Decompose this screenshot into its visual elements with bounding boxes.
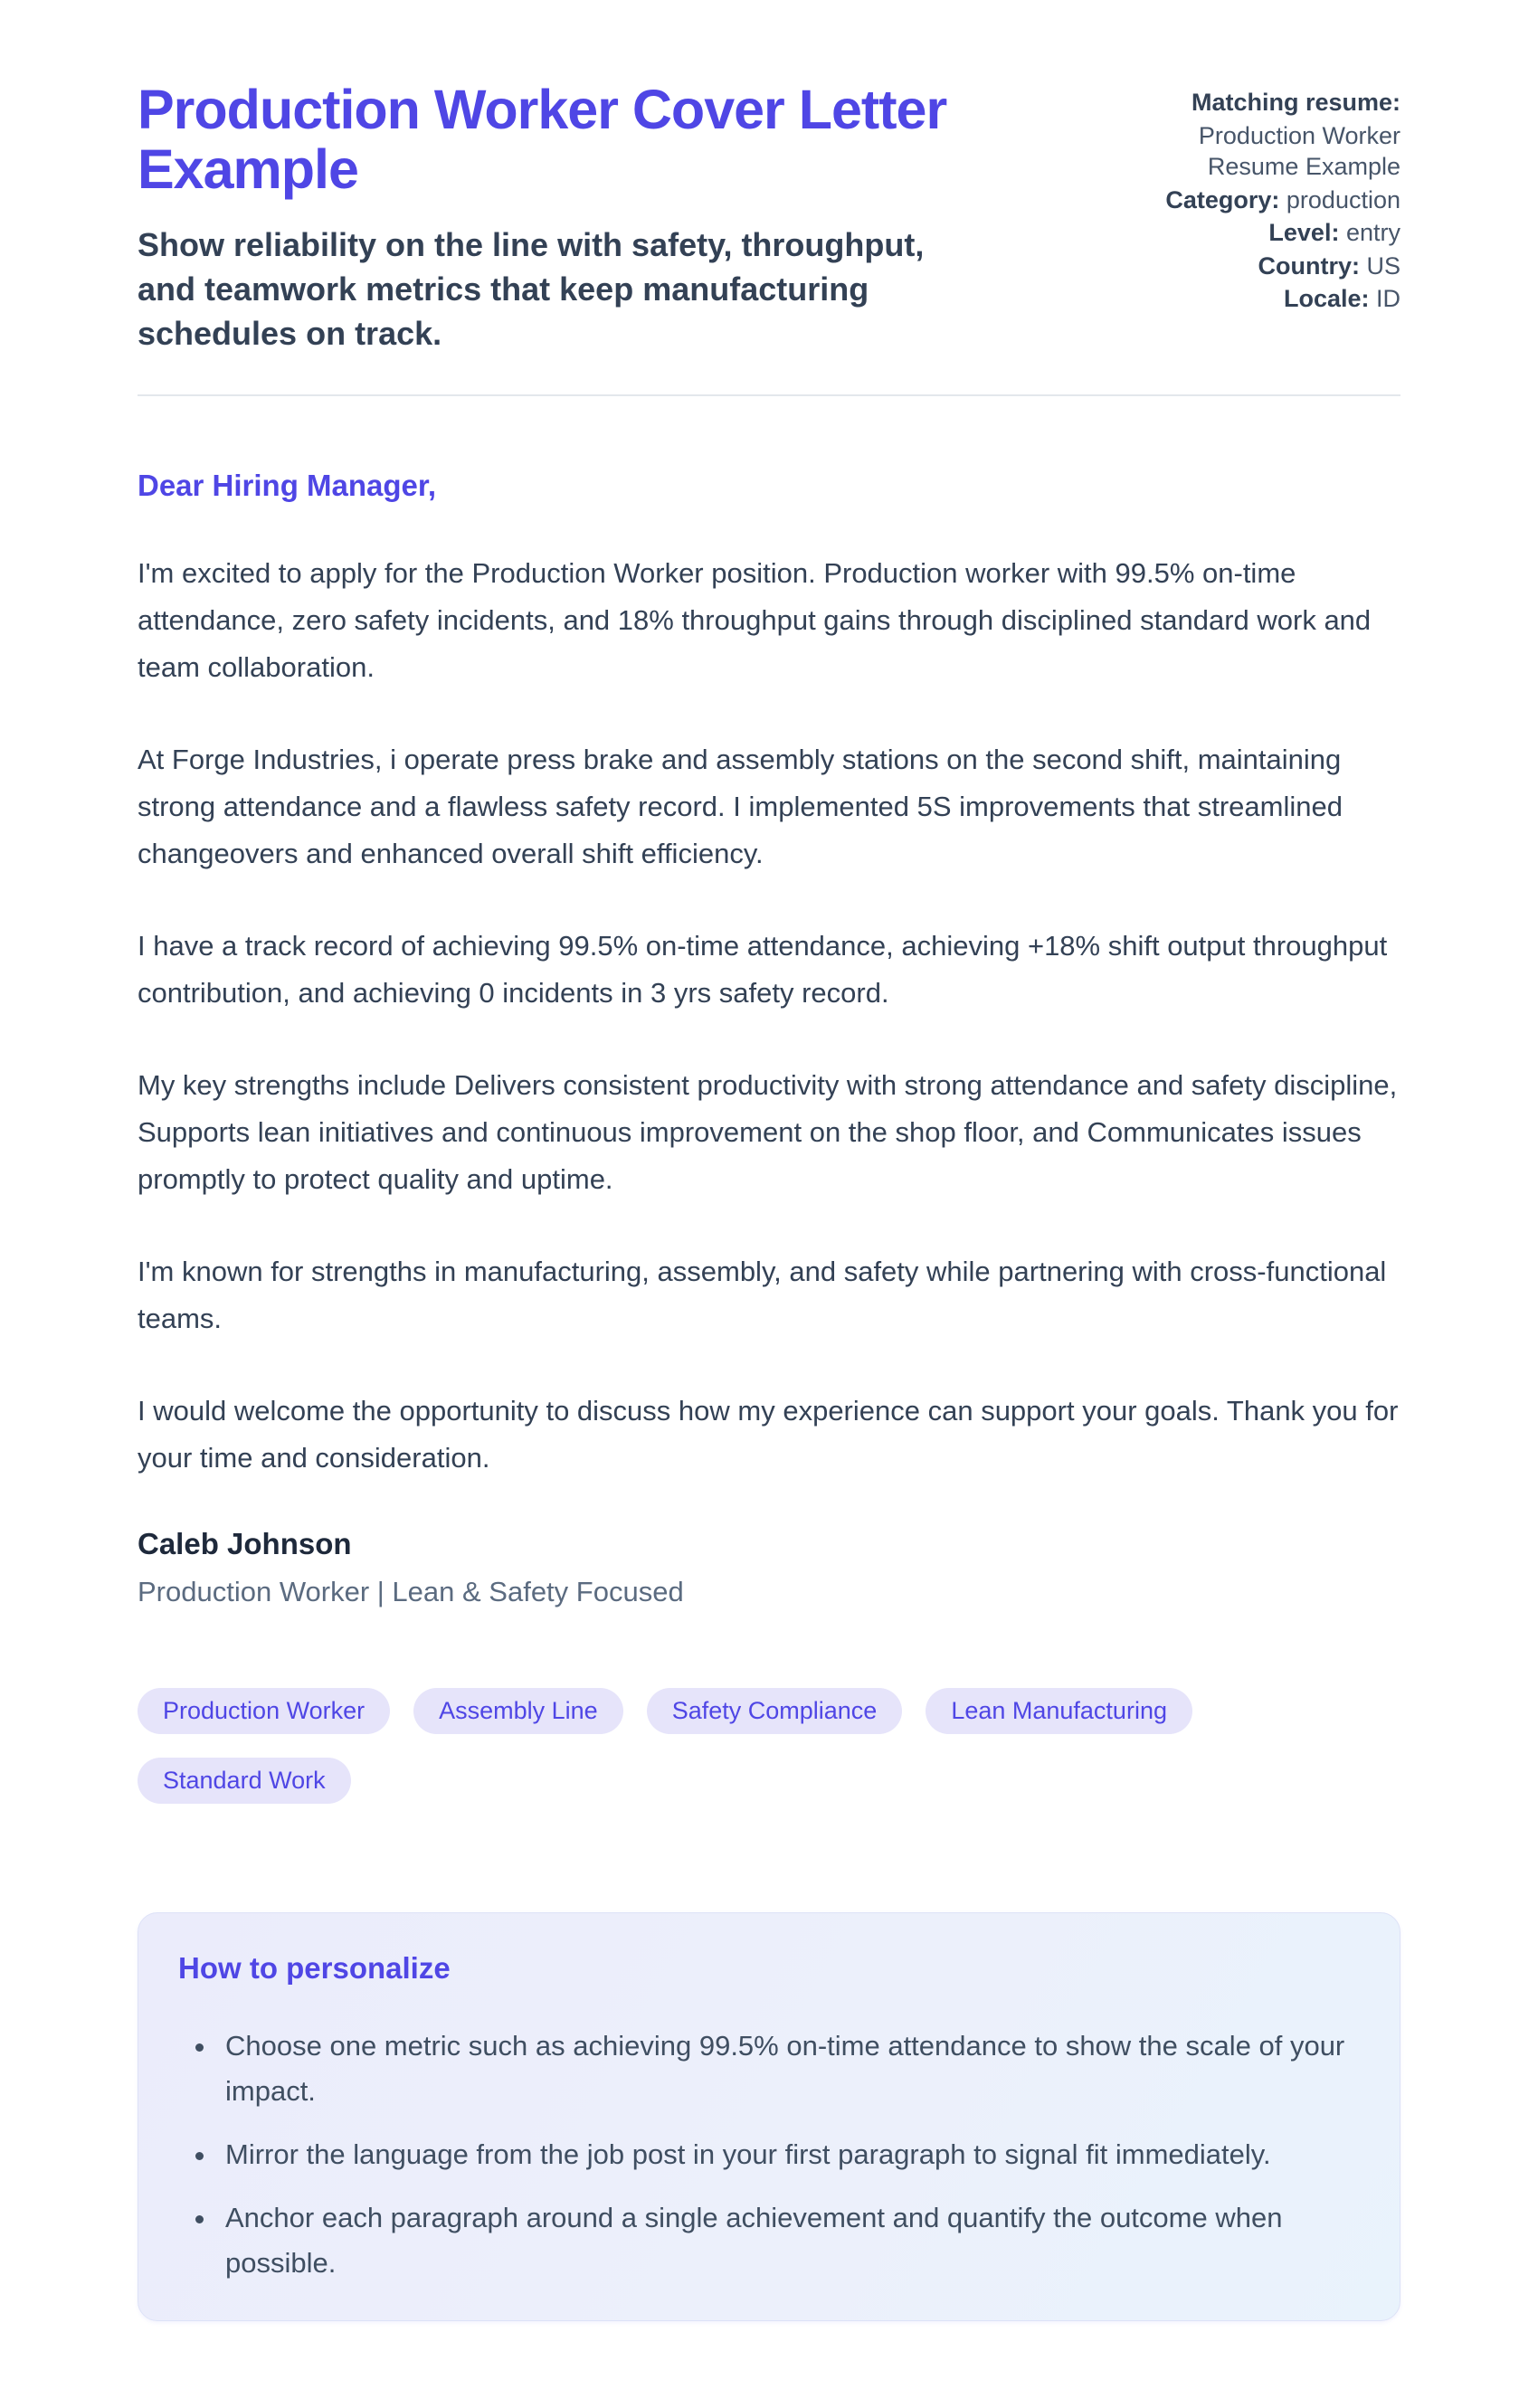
page-header bbox=[138, 80, 1400, 356]
letter-paragraphs bbox=[138, 550, 1400, 1482]
signature-name: Caleb Johnson bbox=[138, 1526, 352, 1560]
meta-category: Category: production bbox=[1165, 185, 1400, 213]
meta-matching-resume-label: Matching resume: bbox=[1191, 89, 1400, 116]
personalize-bullet-item: • Choose one metric such as achieving 99.5% on-time attendance to show the scale of your impact. bbox=[218, 2024, 1360, 2114]
personalize-bullet-list bbox=[178, 2024, 1360, 2286]
keyword-tag-pill: Safety Compliance bbox=[647, 1688, 903, 1734]
letter-paragraph: I would welcome the opportunity to discuss how my experience can support your goals. Thank you for your time and consideration. bbox=[138, 1394, 1399, 1474]
meta-locale: Locale: ID bbox=[1283, 285, 1400, 313]
letter-greeting: Dear Hiring Manager, bbox=[138, 468, 437, 502]
letter-body bbox=[138, 469, 1400, 1608]
keyword-tag-pill: Assembly Line bbox=[413, 1688, 623, 1734]
letter-paragraph: I'm known for strengths in manufacturing, assembly, and safety while partnering with cross-functional teams. bbox=[138, 1255, 1387, 1334]
header-divider bbox=[138, 394, 1400, 396]
meta-matching-resume-value: Production Worker Resume Example bbox=[1198, 121, 1400, 181]
personalize-bullet-item: • Mirror the language from the job post in your first paragraph to signal fit immediately. bbox=[218, 2132, 1360, 2177]
letter-paragraph: At Forge Industries, i operate press brake and assembly stations on the second shift, maintaining strong attendance and a flawless safety record. I implemented 5S improvements that streamlined changeovers and enhanced overall shift efficiency. bbox=[138, 743, 1343, 869]
keyword-tags bbox=[138, 1688, 1400, 1804]
meta-level: Level: entry bbox=[1268, 219, 1400, 247]
personalize-bullet-item: • Anchor each paragraph around a single achievement and quantify the outcome when possible. bbox=[218, 2195, 1360, 2286]
resume-meta-block bbox=[1120, 80, 1400, 315]
keyword-tag-pill: Production Worker bbox=[138, 1688, 390, 1734]
cover-letter-page bbox=[138, 0, 1400, 2408]
signature-block bbox=[138, 1527, 1400, 1608]
keyword-tag-pill: Lean Manufacturing bbox=[926, 1688, 1192, 1734]
letter-paragraph: I'm excited to apply for the Production Worker position. Production worker with 99.5% on-time attendance, zero safety incidents, and 18% throughput gains through disciplined standard work and team collaboration. bbox=[138, 556, 1372, 683]
signature-role: Production Worker | Lean & Safety Focused bbox=[138, 1575, 684, 1607]
page-subtitle: Show reliability on the line with safety, throughput, and teamwork metrics that keep manufacturing schedules on track. bbox=[138, 225, 925, 352]
keyword-tag-pill: Standard Work bbox=[138, 1758, 351, 1804]
how-to-personalize-card bbox=[138, 1912, 1400, 2321]
header-title-block bbox=[138, 80, 1097, 356]
meta-country: Country: US bbox=[1258, 251, 1400, 280]
letter-paragraph: My key strengths include Delivers consistent productivity with strong attendance and safety discipline, Supports lean initiatives and continuous improvement on the shop floor, and Communicates issues promptly to protect quality and uptime. bbox=[138, 1068, 1398, 1195]
letter-paragraph: I have a track record of achieving 99.5% on-time attendance, achieving +18% shift output throughput contribution, and achieving 0 incidents in 3 yrs safety record. bbox=[138, 929, 1388, 1009]
page-title: Production Worker Cover Letter Example bbox=[138, 79, 947, 201]
personalize-card-title: How to personalize bbox=[178, 1950, 451, 1985]
